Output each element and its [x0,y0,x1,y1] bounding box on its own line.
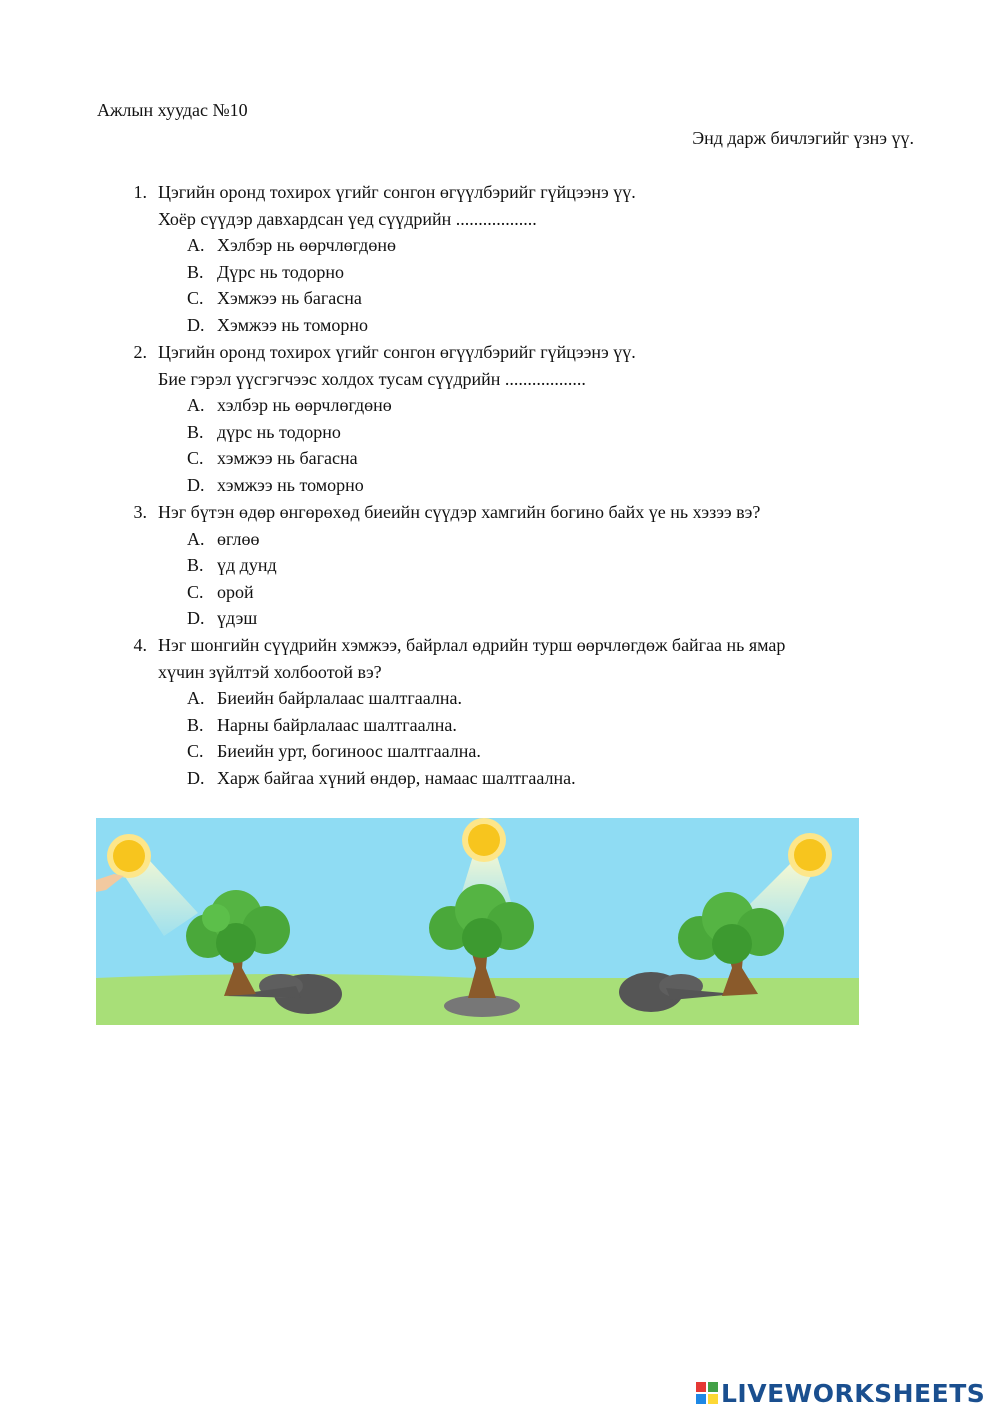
option-letter: D. [187,474,205,495]
option-letter: C. [187,741,204,761]
view-recording-link[interactable]: Энд дарж бичлэгийг үзнэ үү. [692,128,914,148]
option-d[interactable] [187,472,885,499]
option-text: дүрс нь тодорно [217,421,341,442]
option-text: үд дунд [217,555,277,575]
option-text: хэмжээ нь томорно [217,474,364,495]
question-1-options [187,232,885,338]
sun-icon [462,818,506,862]
option-text: хэлбэр нь өөрчлөгдөнө [217,395,392,415]
question-1-line-1: Цэгийн оронд тохирох үгийг сонгон өгүүлбэрийг гүйцээнэ үү. [158,182,636,202]
option-d[interactable] [187,765,885,792]
option-letter: B. [187,714,204,735]
question-3 [125,499,885,632]
option-d[interactable] [187,605,885,632]
question-1-line-2: Хоёр сүүдэр давхардсан үед сүүдрийн .................. [158,208,537,229]
question-2-options [187,392,885,498]
option-a[interactable] [187,232,885,259]
option-a[interactable] [187,392,885,419]
question-2-line-2: Бие гэрэл үүсгэгчээс холдох тусам сүүдрийн .................. [158,368,586,389]
option-letter: D. [187,314,205,335]
option-letter: B. [187,421,204,442]
option-c[interactable] [187,579,885,606]
question-number: 1. [133,182,147,202]
option-c[interactable] [187,285,885,312]
option-letter: A. [187,235,205,255]
option-text: Хэмжээ нь багасна [217,288,362,308]
option-text: Харж байгаа хүний өндөр, намаас шалтгаална. [217,767,576,788]
question-number: 4. [133,635,147,655]
option-b[interactable] [187,712,885,739]
sun-icon [107,834,151,878]
question-1 [125,179,885,338]
option-b[interactable] [187,259,885,286]
option-letter: B. [187,555,204,575]
option-text: Нарны байрлалаас шалтгаална. [217,714,457,735]
sun-icon [788,833,832,877]
question-2 [125,339,885,498]
question-number: 2. [133,342,147,362]
option-letter: A. [187,688,205,708]
question-3-options [187,526,885,632]
brand-logo-icon [696,1382,718,1404]
option-text: өглөө [217,528,260,549]
question-4-line-2: хүчин зүйлтэй холбоотой вэ? [158,661,382,682]
sun-tree-shadow-illustration [96,818,859,1025]
question-4-line-1: Нэг шонгийн сүүдрийн хэмжээ, байрлал өдрийн турш өөрчлөгдөж байгаа нь ямар [158,635,786,655]
option-c[interactable] [187,445,885,472]
liveworksheets-logo [696,1375,985,1411]
question-number: 3. [133,502,147,522]
option-text: Биеийн урт, богиноос шалтгаална. [217,741,481,761]
option-b[interactable] [187,419,885,446]
option-text: Биеийн байрлалаас шалтгаална. [217,688,462,708]
tree-shadow [444,995,520,1017]
option-c[interactable] [187,738,885,765]
question-4-options [187,685,885,791]
option-text: хэмжээ нь багасна [217,448,358,468]
option-text: Хэмжээ нь томорно [217,314,368,335]
question-3-line-1: Нэг бүтэн өдөр өнгөрөхөд биеийн сүүдэр хамгийн богино байх үе нь хэзээ вэ? [158,502,761,522]
brand-name: LIVEWORKSHEETS [721,1378,986,1408]
option-letter: A. [187,395,205,415]
option-text: орой [217,581,254,602]
option-letter: D. [187,767,205,788]
option-b[interactable] [187,552,885,579]
option-letter: C. [187,288,204,308]
option-text: Хэлбэр нь өөрчлөгдөнө [217,235,396,255]
option-a[interactable] [187,685,885,712]
option-a[interactable] [187,526,885,553]
worksheet-title: Ажлын хуудас №10 [97,100,248,120]
question-4 [125,632,885,791]
option-letter: B. [187,261,204,282]
option-letter: C. [187,581,204,602]
option-letter: D. [187,608,205,628]
option-d[interactable] [187,312,885,339]
option-text: үдэш [217,608,258,628]
question-2-line-1: Цэгийн оронд тохирох үгийг сонгон өгүүлбэрийг гүйцээнэ үү. [158,342,636,362]
option-letter: A. [187,528,205,549]
option-letter: C. [187,448,204,468]
option-text: Дүрс нь тодорно [217,261,345,282]
